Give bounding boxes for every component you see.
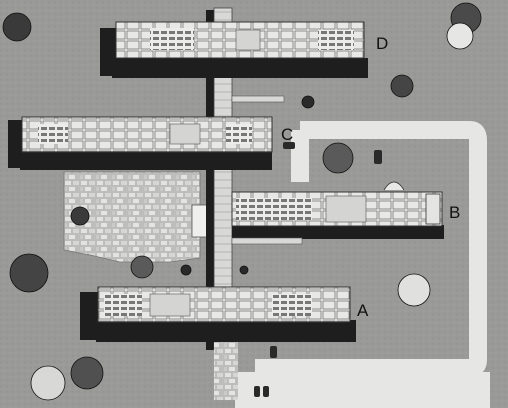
wing-label-b: B xyxy=(449,203,461,222)
wing-c xyxy=(8,117,293,170)
wing-d xyxy=(100,22,388,78)
wing-label-c: C xyxy=(281,125,294,144)
wing-a xyxy=(80,287,369,342)
wing-label-d: D xyxy=(376,34,389,53)
parking-lot xyxy=(235,372,490,408)
wing-label-a: A xyxy=(357,301,369,320)
